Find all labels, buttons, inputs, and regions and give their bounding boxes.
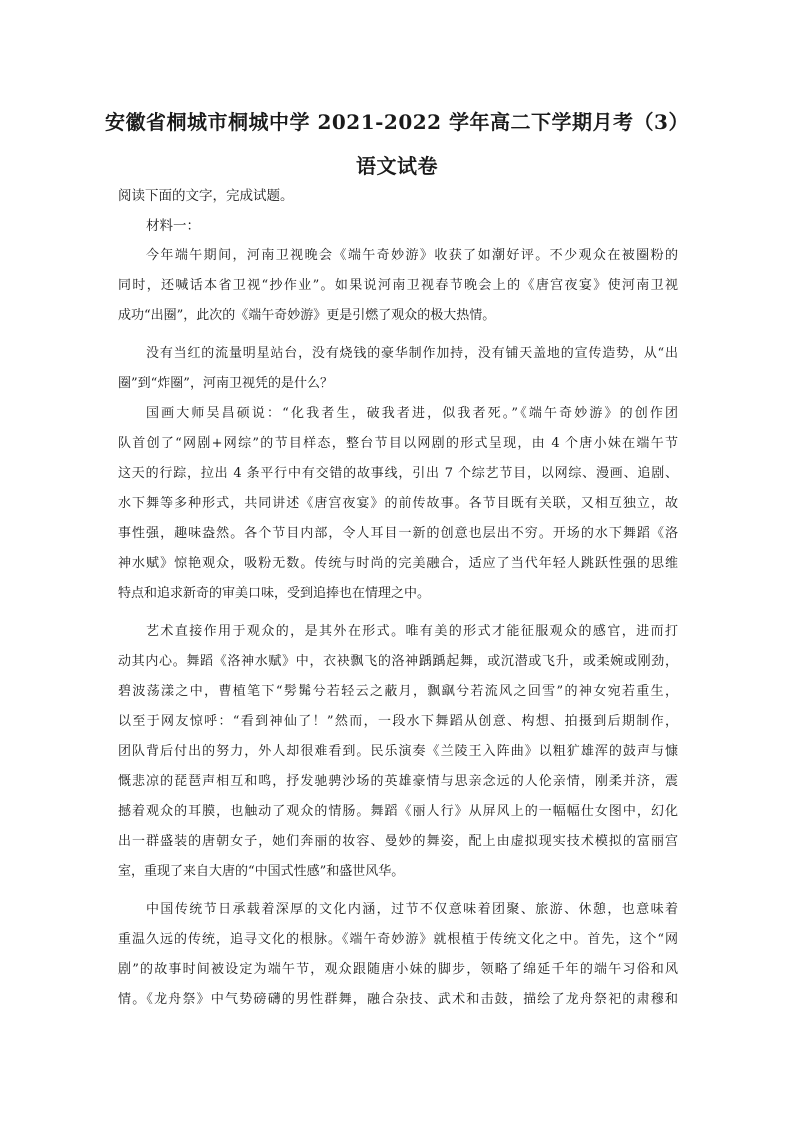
text-line: 神水赋》惊艳观众，吸粉无数。传统与时尚的完美融合，适应了当代年轻人跳跃性强的思维 bbox=[118, 556, 678, 571]
text-line: 水下舞等多种形式，共同讲述《唐宫夜宴》的前传故事。各节目既有关联，又相互独立，故 bbox=[118, 496, 678, 511]
text-line: 国画大师吴昌硕说：“化我者生，破我者进，似我者死。”《端午奇妙游》的创作团 bbox=[146, 406, 678, 421]
text-line: 没有当红的流量明星站台，没有烧钱的豪华制作加持，没有铺天盖地的宣传造势，从“出 bbox=[146, 346, 678, 361]
text-line: 撼着观众的耳膜，也触动了观众的情肠。舞蹈《丽人行》从屏风上的一幅幅仕女图中，幻化 bbox=[118, 804, 678, 819]
material-label: 材料一： bbox=[146, 218, 200, 234]
text-line: 慨悲凉的琵琶声相互和鸣，抒发驰骋沙场的英雄豪情与思亲念远的人伦亲情，刚柔并济，震 bbox=[118, 774, 678, 789]
text-line: 艺术直接作用于观众的，是其外在形式。唯有美的形式才能征服观众的感官，进而打 bbox=[146, 624, 678, 639]
text-line: 以至于网友惊呼：“看到神仙了！”然而，一段水下舞蹈从创意、构想、拍摄到后期制作， bbox=[118, 714, 678, 729]
text-line: 事性强，趣味盎然。各个节目内部，令人耳目一新的创意也层出不穷。开场的水下舞蹈《洛 bbox=[118, 526, 678, 541]
document-title-line-1: 安徽省桐城市桐城中学 2021-2022 学年高二下学期月考（3） bbox=[105, 110, 689, 134]
text-line: 情。《龙舟祭》中气势磅礴的男性群舞，融合杂技、武术和击鼓，描绘了龙舟祭祀的肃穆和 bbox=[118, 992, 678, 1007]
text-line: 重温久远的传统，追寻文化的根脉。《端午奇妙游》就根植于传统文化之中。首先，这个“网 bbox=[118, 932, 678, 947]
text-line: 碧波荡漾之中，曹植笔下“髣髴兮若轻云之蔽月，飘飖兮若流风之回雪”的神女宛若重生， bbox=[118, 684, 678, 699]
text-line: 这天的行踪，拉出 4 条平行中有交错的故事线，引出 7 个综艺节目，以网综、漫画、追剧、 bbox=[118, 466, 678, 481]
text-line: 成功“出圈”，此次的《端午奇妙游》更是引燃了观众的极大热情。 bbox=[118, 308, 496, 323]
text-line: 圈”到“炸圈”，河南卫视凭的是什么？ bbox=[118, 376, 333, 391]
text-line: 剧”的故事时间被设定为端午节，观众跟随唐小妹的脚步，领略了绵延千年的端午习俗和风 bbox=[118, 962, 678, 977]
text-line: 出一群盛装的唐朝女子，她们奔丽的妆容、曼妙的舞姿，配上由虚拟现实技术模拟的富丽宫 bbox=[118, 834, 678, 849]
text-line: 中国传统节日承载着深厚的文化内涵，过节不仅意味着团聚、旅游、休憩，也意味着 bbox=[146, 902, 678, 917]
document-title-line-2: 语文试卷 bbox=[356, 154, 438, 178]
text-line: 室，重现了来自大唐的“中国式性感”和盛世风华。 bbox=[118, 864, 405, 879]
text-line: 团队背后付出的努力，外人却很难看到。民乐演奏《兰陵王入阵曲》以粗犷雄浑的鼓声与慷 bbox=[118, 744, 678, 759]
instruction-text: 阅读下面的文字，完成试题。 bbox=[118, 188, 294, 204]
text-line: 同时，还喊话本省卫视“抄作业”。如果说河南卫视春节晚会上的《唐宫夜宴》使河南卫视 bbox=[118, 278, 678, 293]
text-line: 特点和追求新奇的审美口味，受到追捧也在情理之中。 bbox=[118, 586, 431, 601]
text-line: 今年端午期间，河南卫视晚会《端午奇妙游》收获了如潮好评。不少观众在被圈粉的 bbox=[146, 248, 678, 263]
text-line: 动其内心。舞蹈《洛神水赋》中，衣袂飘飞的洛神踽踽起舞，或沉潜或飞升，或柔婉或刚劲， bbox=[118, 654, 678, 669]
text-line: 队首创了“网剧+网综”的节目样态，整台节目以网剧的形式呈现，由 4 个唐小妹在端午节 bbox=[118, 436, 678, 451]
